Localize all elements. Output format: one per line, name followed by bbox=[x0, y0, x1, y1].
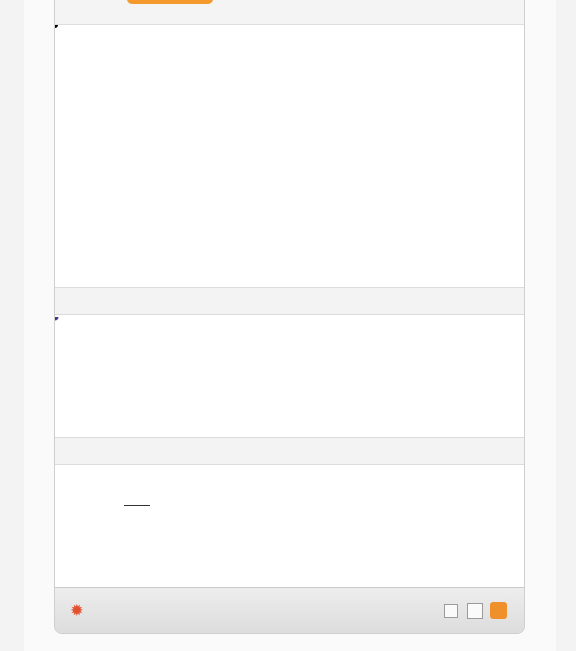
number-line-header bbox=[55, 287, 524, 315]
solution-panel bbox=[55, 467, 525, 583]
number-line-panel bbox=[55, 317, 525, 435]
menu-button[interactable] bbox=[490, 602, 507, 619]
wolframalpha-logo[interactable] bbox=[71, 602, 84, 619]
number-line-svg bbox=[55, 317, 525, 435]
intersection-point bbox=[55, 25, 58, 28]
plot-panel bbox=[55, 25, 525, 287]
add-button[interactable] bbox=[467, 603, 483, 619]
wolfram-widget bbox=[54, 0, 525, 634]
top-strip bbox=[55, 0, 524, 25]
fraction-bar bbox=[124, 505, 150, 506]
info-button[interactable] bbox=[444, 604, 458, 618]
solution-header bbox=[55, 437, 524, 465]
orange-submit-tab[interactable] bbox=[127, 0, 213, 4]
number-line-point bbox=[55, 317, 59, 321]
wolfram-star-icon: ✹ bbox=[71, 602, 83, 618]
plot-svg bbox=[55, 25, 525, 287]
solution-fraction bbox=[124, 503, 150, 508]
widget-footer bbox=[55, 587, 524, 634]
